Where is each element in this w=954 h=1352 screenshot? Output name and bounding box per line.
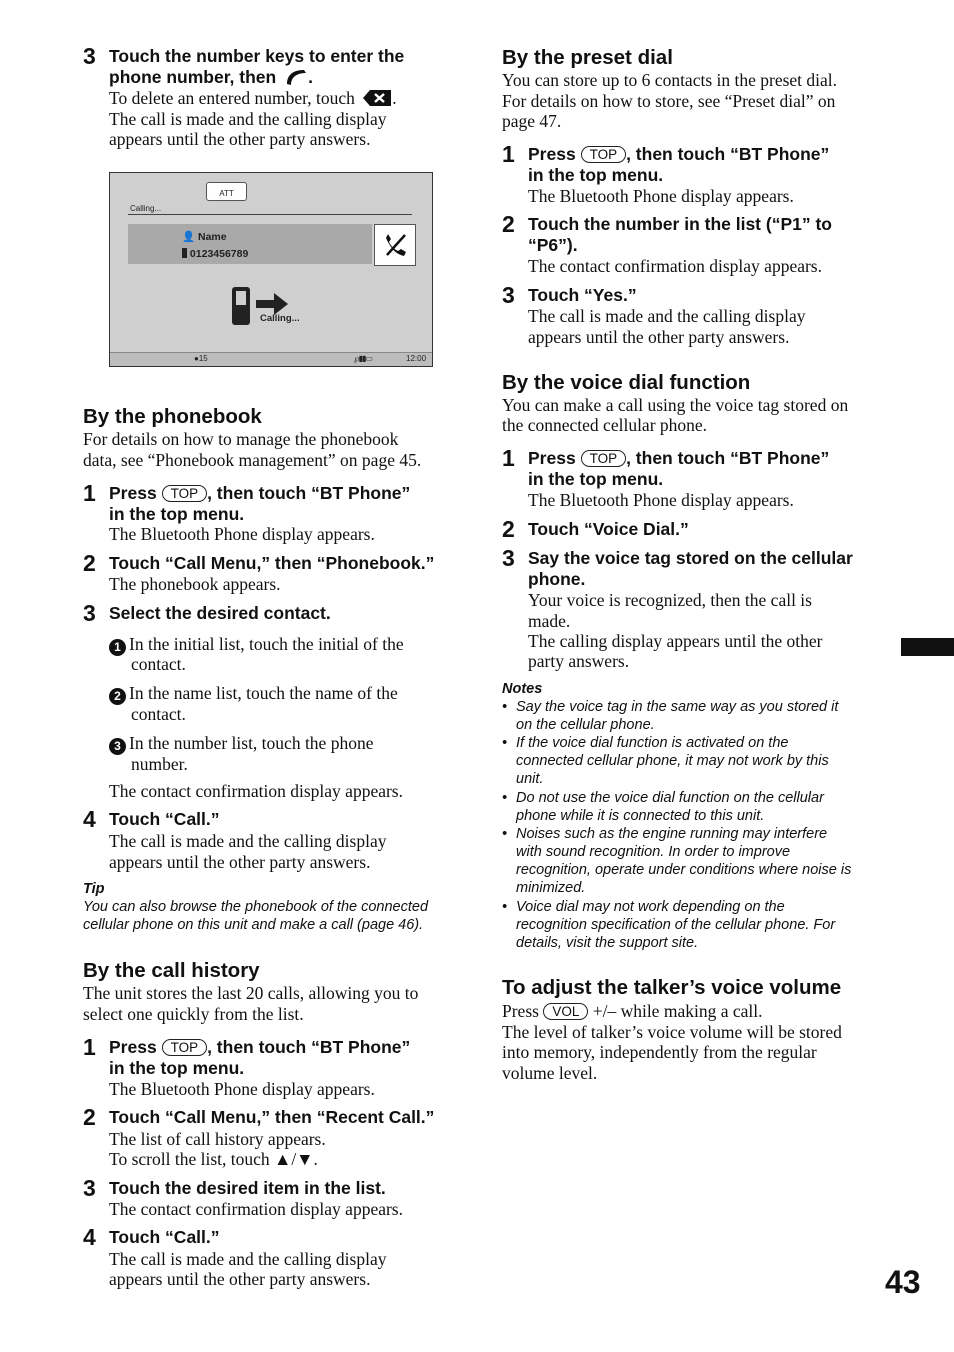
section-intro: the connected cellular phone. <box>502 415 708 435</box>
step-number: 4 <box>83 806 96 832</box>
mobile-icon <box>182 248 187 258</box>
note-item: • <box>502 790 508 806</box>
edge-tab <box>901 638 954 656</box>
section-intro: For details on how to store, see “Preset dial” on <box>502 91 836 111</box>
step-title: Press TOP , then touch “BT Phone” <box>109 483 411 503</box>
top-key: TOP <box>162 1039 208 1056</box>
step-body: The call is made and the calling display <box>528 306 806 326</box>
section-heading: By the phonebook <box>83 405 262 428</box>
calling-header: Calling... <box>130 204 162 213</box>
sub-step: 1 In the initial list, touch the initial of the <box>109 634 404 656</box>
note-text: minimized. <box>516 880 586 896</box>
contact-panel <box>128 224 372 264</box>
tip-text: You can also browse the phonebook of the connected <box>83 899 429 915</box>
step-body: Your voice is recognized, then the call is <box>528 590 812 610</box>
note-text: details, visit the support site. <box>516 935 699 951</box>
sub-step-cont: number. <box>131 754 188 774</box>
step-number: 2 <box>502 516 515 542</box>
note-item: • <box>502 735 508 751</box>
signal-icon: ▮▮ <box>358 354 366 363</box>
section-intro: data, see “Phonebook management” on page 45. <box>83 450 422 470</box>
step-number: 3 <box>502 282 515 308</box>
section-heading: By the call history <box>83 959 260 982</box>
note-text: If the voice dial function is activated on the <box>516 735 789 751</box>
backspace-icon <box>362 89 392 107</box>
step-body: The call is made and the calling display <box>109 1249 387 1269</box>
step-title: Say the voice tag stored on the cellular <box>528 548 853 568</box>
step-body: The call is made and the calling display <box>109 831 387 851</box>
step-body: The call is made and the calling display <box>109 109 387 129</box>
step-number: 1 <box>502 141 515 167</box>
step-number: 3 <box>502 545 515 571</box>
tip-text: cellular phone on this unit and make a call (page 46). <box>83 917 424 933</box>
contact-name: 👤 Name <box>182 231 227 243</box>
step-number: 2 <box>83 1104 96 1130</box>
sub-step-cont: contact. <box>131 704 186 724</box>
note-item: • <box>502 899 508 915</box>
volume-instruction: Press VOL +/– while making a call. <box>502 1001 763 1021</box>
step-title: Touch “Call.” <box>109 809 220 829</box>
hang-up-icon <box>375 225 415 265</box>
sub-step-cont: contact. <box>131 654 186 674</box>
step-title: Touch the number in the list (“P1” to <box>528 214 832 234</box>
step-number: 3 <box>83 600 96 626</box>
step-body: To scroll the list, touch ▲/▼. <box>109 1149 318 1169</box>
step-body: The phonebook appears. <box>109 574 281 594</box>
step-number: 3 <box>83 43 96 69</box>
signal-icons <box>354 354 372 363</box>
section-body: The level of talker’s voice volume will be stored <box>502 1022 842 1042</box>
step-number: 1 <box>83 1034 96 1060</box>
section-heading: By the voice dial function <box>502 371 751 394</box>
step-title: Touch “Call.” <box>109 1227 220 1247</box>
section-body: into memory, independently from the regular <box>502 1042 817 1062</box>
step-body: appears until the other party answers. <box>109 1269 371 1289</box>
note-text: Voice dial may not work depending on the <box>516 899 785 915</box>
step-body: The calling display appears until the other <box>528 631 823 651</box>
carrier-badge: ATT <box>206 182 247 201</box>
message-icon: ● <box>194 354 199 363</box>
section-heading: By the preset dial <box>502 46 673 69</box>
clock: 12:00 <box>406 354 427 363</box>
step-body: To delete an entered number, touch . <box>109 88 397 108</box>
step-title: Touch the number keys to enter the <box>109 46 405 66</box>
step-number: 2 <box>83 550 96 576</box>
section-intro: You can store up to 6 contacts in the preset dial. <box>502 70 838 90</box>
step-body: appears until the other party answers. <box>528 327 790 347</box>
tip-label: Tip <box>83 881 105 897</box>
note-text: phone while it is connected to this unit. <box>516 808 765 824</box>
notes-label: Notes <box>502 681 543 697</box>
person-icon: 👤 <box>182 231 196 243</box>
step-body: The contact confirmation display appears. <box>109 1199 403 1219</box>
step-title: Press TOP , then touch “BT Phone” <box>528 144 830 164</box>
step-body: The Bluetooth Phone display appears. <box>528 490 794 510</box>
step-number: 4 <box>83 1224 96 1250</box>
step-body: appears until the other party answers. <box>109 852 371 872</box>
step-title-line2: phone. <box>528 569 586 589</box>
note-text: with sound recognition. In order to improve <box>516 844 791 860</box>
divider <box>128 214 412 215</box>
call-icon <box>284 68 308 86</box>
step-title: Touch “Call Menu,” then “Recent Call.” <box>109 1107 435 1127</box>
top-key: TOP <box>162 485 208 502</box>
section-intro: page 47. <box>502 111 562 131</box>
section-heading: To adjust the talker’s voice volume <box>502 976 842 999</box>
section-intro: For details on how to manage the phonebook <box>83 429 399 449</box>
calling-animation <box>230 285 292 332</box>
circled-number: 1 <box>109 639 126 656</box>
circled-number: 2 <box>109 688 126 705</box>
note-text: Say the voice tag in the same way as you stored it <box>516 699 839 715</box>
contact-number: 0123456789 <box>182 248 248 260</box>
step-body: The contact confirmation display appears. <box>528 256 822 276</box>
note-text: Do not use the voice dial function on the cellular <box>516 790 824 806</box>
step-body: The contact confirmation display appears. <box>109 781 403 801</box>
step-title: Touch “Voice Dial.” <box>528 519 689 539</box>
sub-step: 2 In the name list, touch the name of the <box>109 683 398 705</box>
note-text: on the cellular phone. <box>516 717 655 733</box>
step-number: 1 <box>502 445 515 471</box>
step-number: 2 <box>502 211 515 237</box>
step-body: The list of call history appears. <box>109 1129 326 1149</box>
note-text: recognition, operate under conditions where noise is <box>516 862 852 878</box>
message-count: ●15 <box>194 354 208 363</box>
step-title-line2: in the top menu. <box>528 469 664 489</box>
top-key: TOP <box>581 146 627 163</box>
step-number: 3 <box>83 1175 96 1201</box>
note-text: unit. <box>516 771 544 787</box>
note-text: Noises such as the engine running may interfere <box>516 826 828 842</box>
status-bar <box>110 352 432 367</box>
section-body: volume level. <box>502 1063 598 1083</box>
note-item: • <box>502 699 508 715</box>
note-text: connected cellular phone, it may not work by this <box>516 753 829 769</box>
step-number: 1 <box>83 480 96 506</box>
step-title-line2: in the top menu. <box>109 1058 245 1078</box>
step-title: Press TOP , then touch “BT Phone” <box>528 448 830 468</box>
section-intro: You can make a call using the voice tag stored on <box>502 395 849 415</box>
top-key: TOP <box>581 450 627 467</box>
circled-number: 3 <box>109 738 126 755</box>
step-body: The Bluetooth Phone display appears. <box>528 186 794 206</box>
step-title-line2: in the top menu. <box>528 165 664 185</box>
step-title: Touch “Yes.” <box>528 285 637 305</box>
calling-label: Calling... <box>260 313 300 324</box>
calling-display-screenshot <box>109 172 433 367</box>
section-intro: The unit stores the last 20 calls, allowing you to <box>83 983 419 1003</box>
step-body: made. <box>528 611 571 631</box>
step-title-line2: “P6”). <box>528 235 578 255</box>
step-title: Select the desired contact. <box>109 603 331 623</box>
step-title: Press TOP , then touch “BT Phone” <box>109 1037 411 1057</box>
bluetooth-icon: ℘ <box>354 354 359 363</box>
step-title-line2: in the top menu. <box>109 504 245 524</box>
page-number: 43 <box>885 1264 921 1300</box>
vol-key: VOL <box>543 1003 588 1020</box>
step-body: The Bluetooth Phone display appears. <box>109 1079 375 1099</box>
section-intro: select one quickly from the list. <box>83 1004 304 1024</box>
step-title: Touch the desired item in the list. <box>109 1178 386 1198</box>
step-title: Touch “Call Menu,” then “Phonebook.” <box>109 553 435 573</box>
battery-icon: ▭ <box>365 354 372 363</box>
hang-up-button[interactable] <box>374 224 416 266</box>
note-item: • <box>502 826 508 842</box>
note-text: recognition specification of the cellular phone. For <box>516 917 836 933</box>
sub-step: 3 In the number list, touch the phone <box>109 733 373 755</box>
step-body: party answers. <box>528 651 630 671</box>
step-title-line2: phone number, then . <box>109 67 313 87</box>
step-body: appears until the other party answers. <box>109 129 371 149</box>
step-body: The Bluetooth Phone display appears. <box>109 524 375 544</box>
